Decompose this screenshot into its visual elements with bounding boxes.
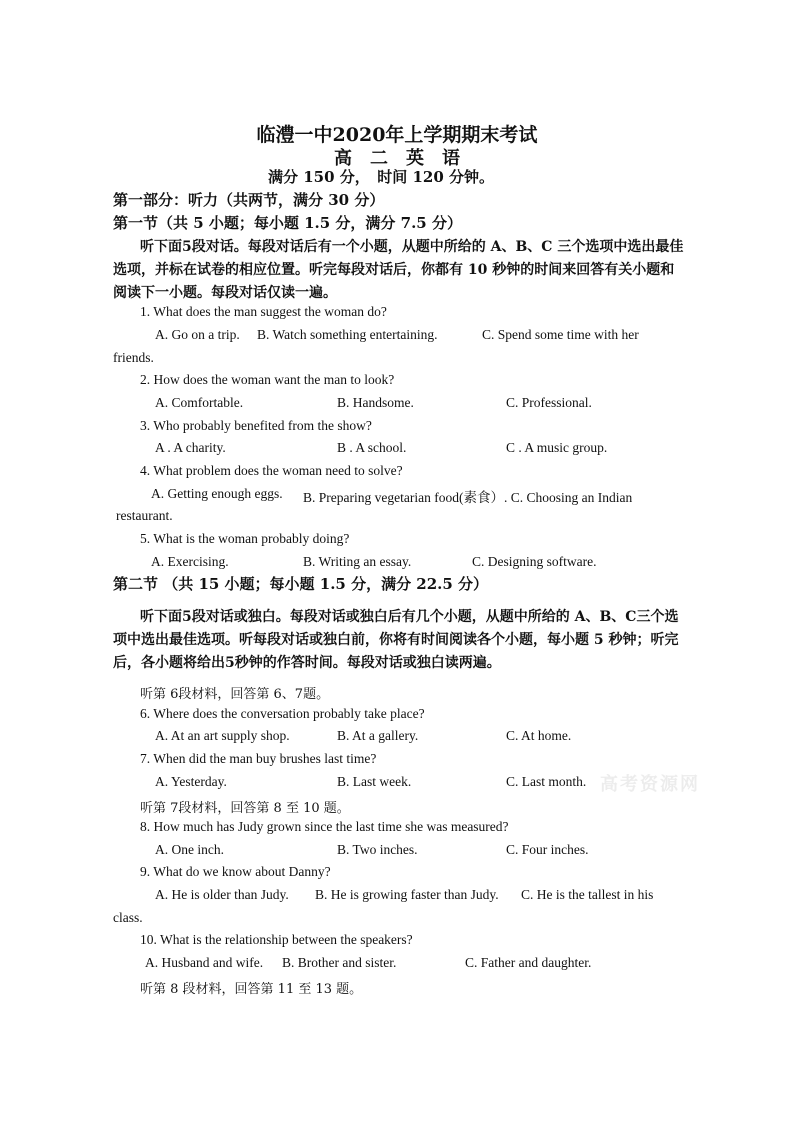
option-c: C. Professional. — [506, 395, 592, 410]
option-a: A. Yesterday. — [155, 774, 227, 789]
section2-heading: 第二节 （共 15 小题；每小题 1.5 分，满分 22.5 分） — [113, 575, 489, 593]
option-a: A. Comfortable. — [155, 395, 244, 410]
option-b: B . A school. — [337, 440, 407, 455]
part1-heading: 第一部分：听力（共两节，满分 30 分） — [113, 191, 385, 209]
option-b: B. Watch something entertaining. — [257, 327, 438, 342]
option-c: C. Last month. — [506, 774, 587, 789]
option-c: C. Four inches. — [506, 842, 589, 857]
material-8-note: 听第 8 段材料，回答第 11 至 13 题。 — [140, 982, 363, 997]
question-9: 9. What do we know about Danny? — [140, 864, 331, 879]
option-b: B. Writing an essay. — [303, 554, 412, 569]
option-a: A. At an art supply shop. — [155, 728, 290, 743]
question-2: 2. How does the woman want the man to look? — [140, 372, 395, 387]
exam-meta: 满分 150 分， 时间 120 分钟。 — [268, 168, 495, 186]
option-continuation: restaurant. — [116, 508, 173, 523]
option-c: C. He is the tallest in his — [521, 887, 654, 902]
material-7-note: 听第 7段材料，回答第 8 至 10 题。 — [140, 801, 350, 816]
option-c: C. At home. — [506, 728, 572, 743]
option-c: C . A music group. — [506, 440, 608, 455]
option-continuation: class. — [113, 910, 143, 925]
section1-instruction-line: 选项，并标在试卷的相应位置。听完每段对话后，你都有 10 秒钟的时间来回答有关小题和 — [113, 262, 675, 278]
section2-instruction-line: 后，各小题将给出5秒钟的作答时间。每段对话或独白读两遍。 — [113, 655, 501, 671]
option-a: A. Go on a trip. — [155, 327, 240, 342]
option-c: C. Designing software. — [472, 554, 597, 569]
exam-title: 临澧一中2020年上学期期末考试 — [256, 124, 538, 146]
option-b: B. Brother and sister. — [282, 955, 397, 970]
option-a: A. He is older than Judy. — [155, 887, 289, 902]
option-a: A. One inch. — [155, 842, 224, 857]
option-a: A . A charity. — [155, 440, 226, 455]
option-b: B. At a gallery. — [337, 728, 419, 743]
section2-instruction-line: 听下面5段对话或独白。每段对话或独白后有几个小题，从题中所给的 A、B、C三个选 — [140, 609, 679, 625]
section1-instruction-line: 听下面5段对话。每段对话后有一个小题，从题中所给的 A、B、C 三个选项中选出最佳 — [140, 239, 684, 255]
option-c: C. Father and daughter. — [465, 955, 592, 970]
option-b: B. Handsome. — [337, 395, 414, 410]
exam-subject: 高 二 英 语 — [334, 148, 460, 169]
option-c: C. Spend some time with her — [482, 327, 639, 342]
question-1: 1. What does the man suggest the woman do? — [140, 304, 387, 319]
section1-heading: 第一节（共 5 小题；每小题 1.5 分，满分 7.5 分） — [113, 214, 462, 232]
question-6: 6. Where does the conversation probably take place? — [140, 706, 425, 721]
option-b: B. He is growing faster than Judy. — [315, 887, 499, 902]
material-6-note: 听第 6段材料，回答第 6、7题。 — [140, 687, 330, 702]
option-b: B. Two inches. — [337, 842, 418, 857]
question-7: 7. When did the man buy brushes last time? — [140, 751, 377, 766]
question-10: 10. What is the relationship between the speakers? — [140, 932, 413, 947]
question-3: 3. Who probably benefited from the show? — [140, 418, 372, 433]
option-a: A. Exercising. — [151, 554, 229, 569]
option-b-c: B. Preparing vegetarian food(素食）. C. Choosing an Indian — [303, 490, 633, 505]
section1-instruction-line: 阅读下一小题。每段对话仅读一遍。 — [113, 285, 337, 301]
section2-instruction-line: 项中选出最佳选项。听每段对话或独白前，你将有时间阅读各个小题，每小题 5 秒钟；听完 — [113, 632, 679, 648]
option-a: A. Getting enough eggs. — [151, 486, 283, 501]
question-8: 8. How much has Judy grown since the last time she was measured? — [140, 819, 509, 834]
question-4: 4. What problem does the woman need to solve? — [140, 463, 403, 478]
question-5: 5. What is the woman probably doing? — [140, 531, 350, 546]
option-a: A. Husband and wife. — [145, 955, 264, 970]
watermark: 高考资源网 — [600, 774, 700, 795]
option-continuation: friends. — [113, 350, 154, 365]
option-b: B. Last week. — [337, 774, 412, 789]
